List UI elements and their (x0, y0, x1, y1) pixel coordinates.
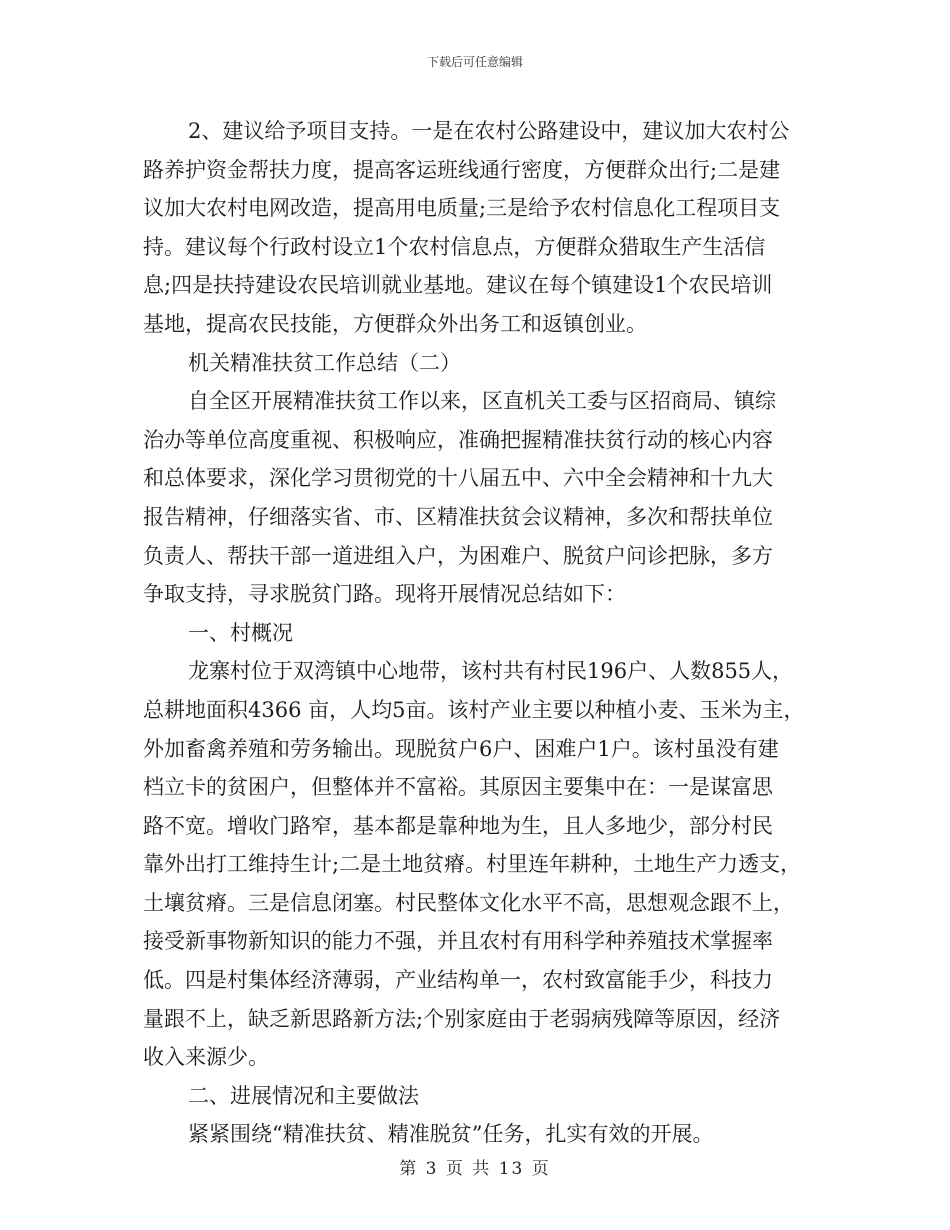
document-body (143, 112, 823, 1154)
text-line: 和总体要求，深化学习贯彻党的十八届五中、六中全会精神和十九大 (143, 466, 773, 491)
text-line: 接受新事物新知识的能力不强，并且农村有用科学种养殖技术掌握率 (143, 929, 773, 954)
text-line: 议加大农村电网改造，提高用电质量;三是给予农村信息化工程项目支 (143, 196, 781, 221)
text-line: 报告精神，仔细落实省、市、区精准扶贫会议精神，多次和帮扶单位 (143, 504, 773, 529)
text-line: 2、建议给予项目支持。一是在农村公路建设中，建议加大农村公 (188, 119, 790, 143)
text-line: 治办等单位高度重视、积极响应，准确把握精准扶贫行动的核心内容 (143, 427, 773, 452)
text-line: 息;四是扶持建设农民培训就业基地。建议在每个镇建设1个农民培训 (143, 273, 773, 298)
text-line: 基地，提高农民技能，方便群众外出务工和返镇创业。 (143, 311, 647, 336)
text-line: 自全区开展精准扶贫工作以来，区直机关工委与区招商局、镇综 (188, 389, 776, 414)
text-line: 路养护资金帮扶力度，提高客运班线通行密度，方便群众出行;二是建 (143, 157, 781, 182)
text-line: 负责人、帮扶干部一道进组入户，为困难户、脱贫户问诊把脉，多方 (143, 543, 773, 568)
text-line: 收入来源少。 (143, 1045, 269, 1070)
page-header-note: 下载后可任意编辑 (426, 55, 523, 69)
text-line: 低。四是村集体经济薄弱，产业结构单一，农村致富能手少，科技力 (143, 968, 773, 993)
text-line: 土壤贫瘠。三是信息闭塞。村民整体文化水平不高，思想观念跟不上， (143, 890, 794, 915)
text-line: 紧紧围绕“精准扶贫、精准脱贫”任务，扎实有效的开展。 (188, 1122, 714, 1147)
text-line: 二、进展情况和主要做法 (188, 1083, 419, 1108)
text-line: 档立卡的贫困户，但整体并不富裕。其原因主要集中在：一是谋富思 (143, 775, 773, 800)
text-line: 路不宽。增收门路窄，基本都是靠种地为生，且人多地少，部分村民 (143, 813, 773, 838)
text-line: 一、村概况 (188, 620, 293, 645)
text-line: 外加畜禽养殖和劳务输出。现脱贫户6户、困难户1户。该村虽没有建 (143, 736, 779, 761)
text-line: 总耕地面积4366 亩，人均5亩。该村产业主要以种植小麦、玉米为主， (143, 697, 805, 722)
text-line: 机关精准扶贫工作总结（二） (188, 350, 461, 375)
text-line: 龙寨村位于双湾镇中心地带，该村共有村民196户、人数855人， (188, 659, 794, 684)
page-number-footer: 第 3 页 共 13 页 (399, 1159, 551, 1179)
text-line: 持。建议每个行政村设立1个农村信息点，方便群众猎取生产生活信 (143, 234, 766, 259)
text-line: 靠外出打工维持生计;二是土地贫瘠。村里连年耕种，土地生产力透支， (143, 852, 802, 877)
text-line: 量跟不上，缺乏新思路新方法;个别家庭由于老弱病残障等原因，经济 (143, 1006, 781, 1031)
text-line: 争取支持，寻求脱贫门路。现将开展情况总结如下： (143, 582, 626, 607)
